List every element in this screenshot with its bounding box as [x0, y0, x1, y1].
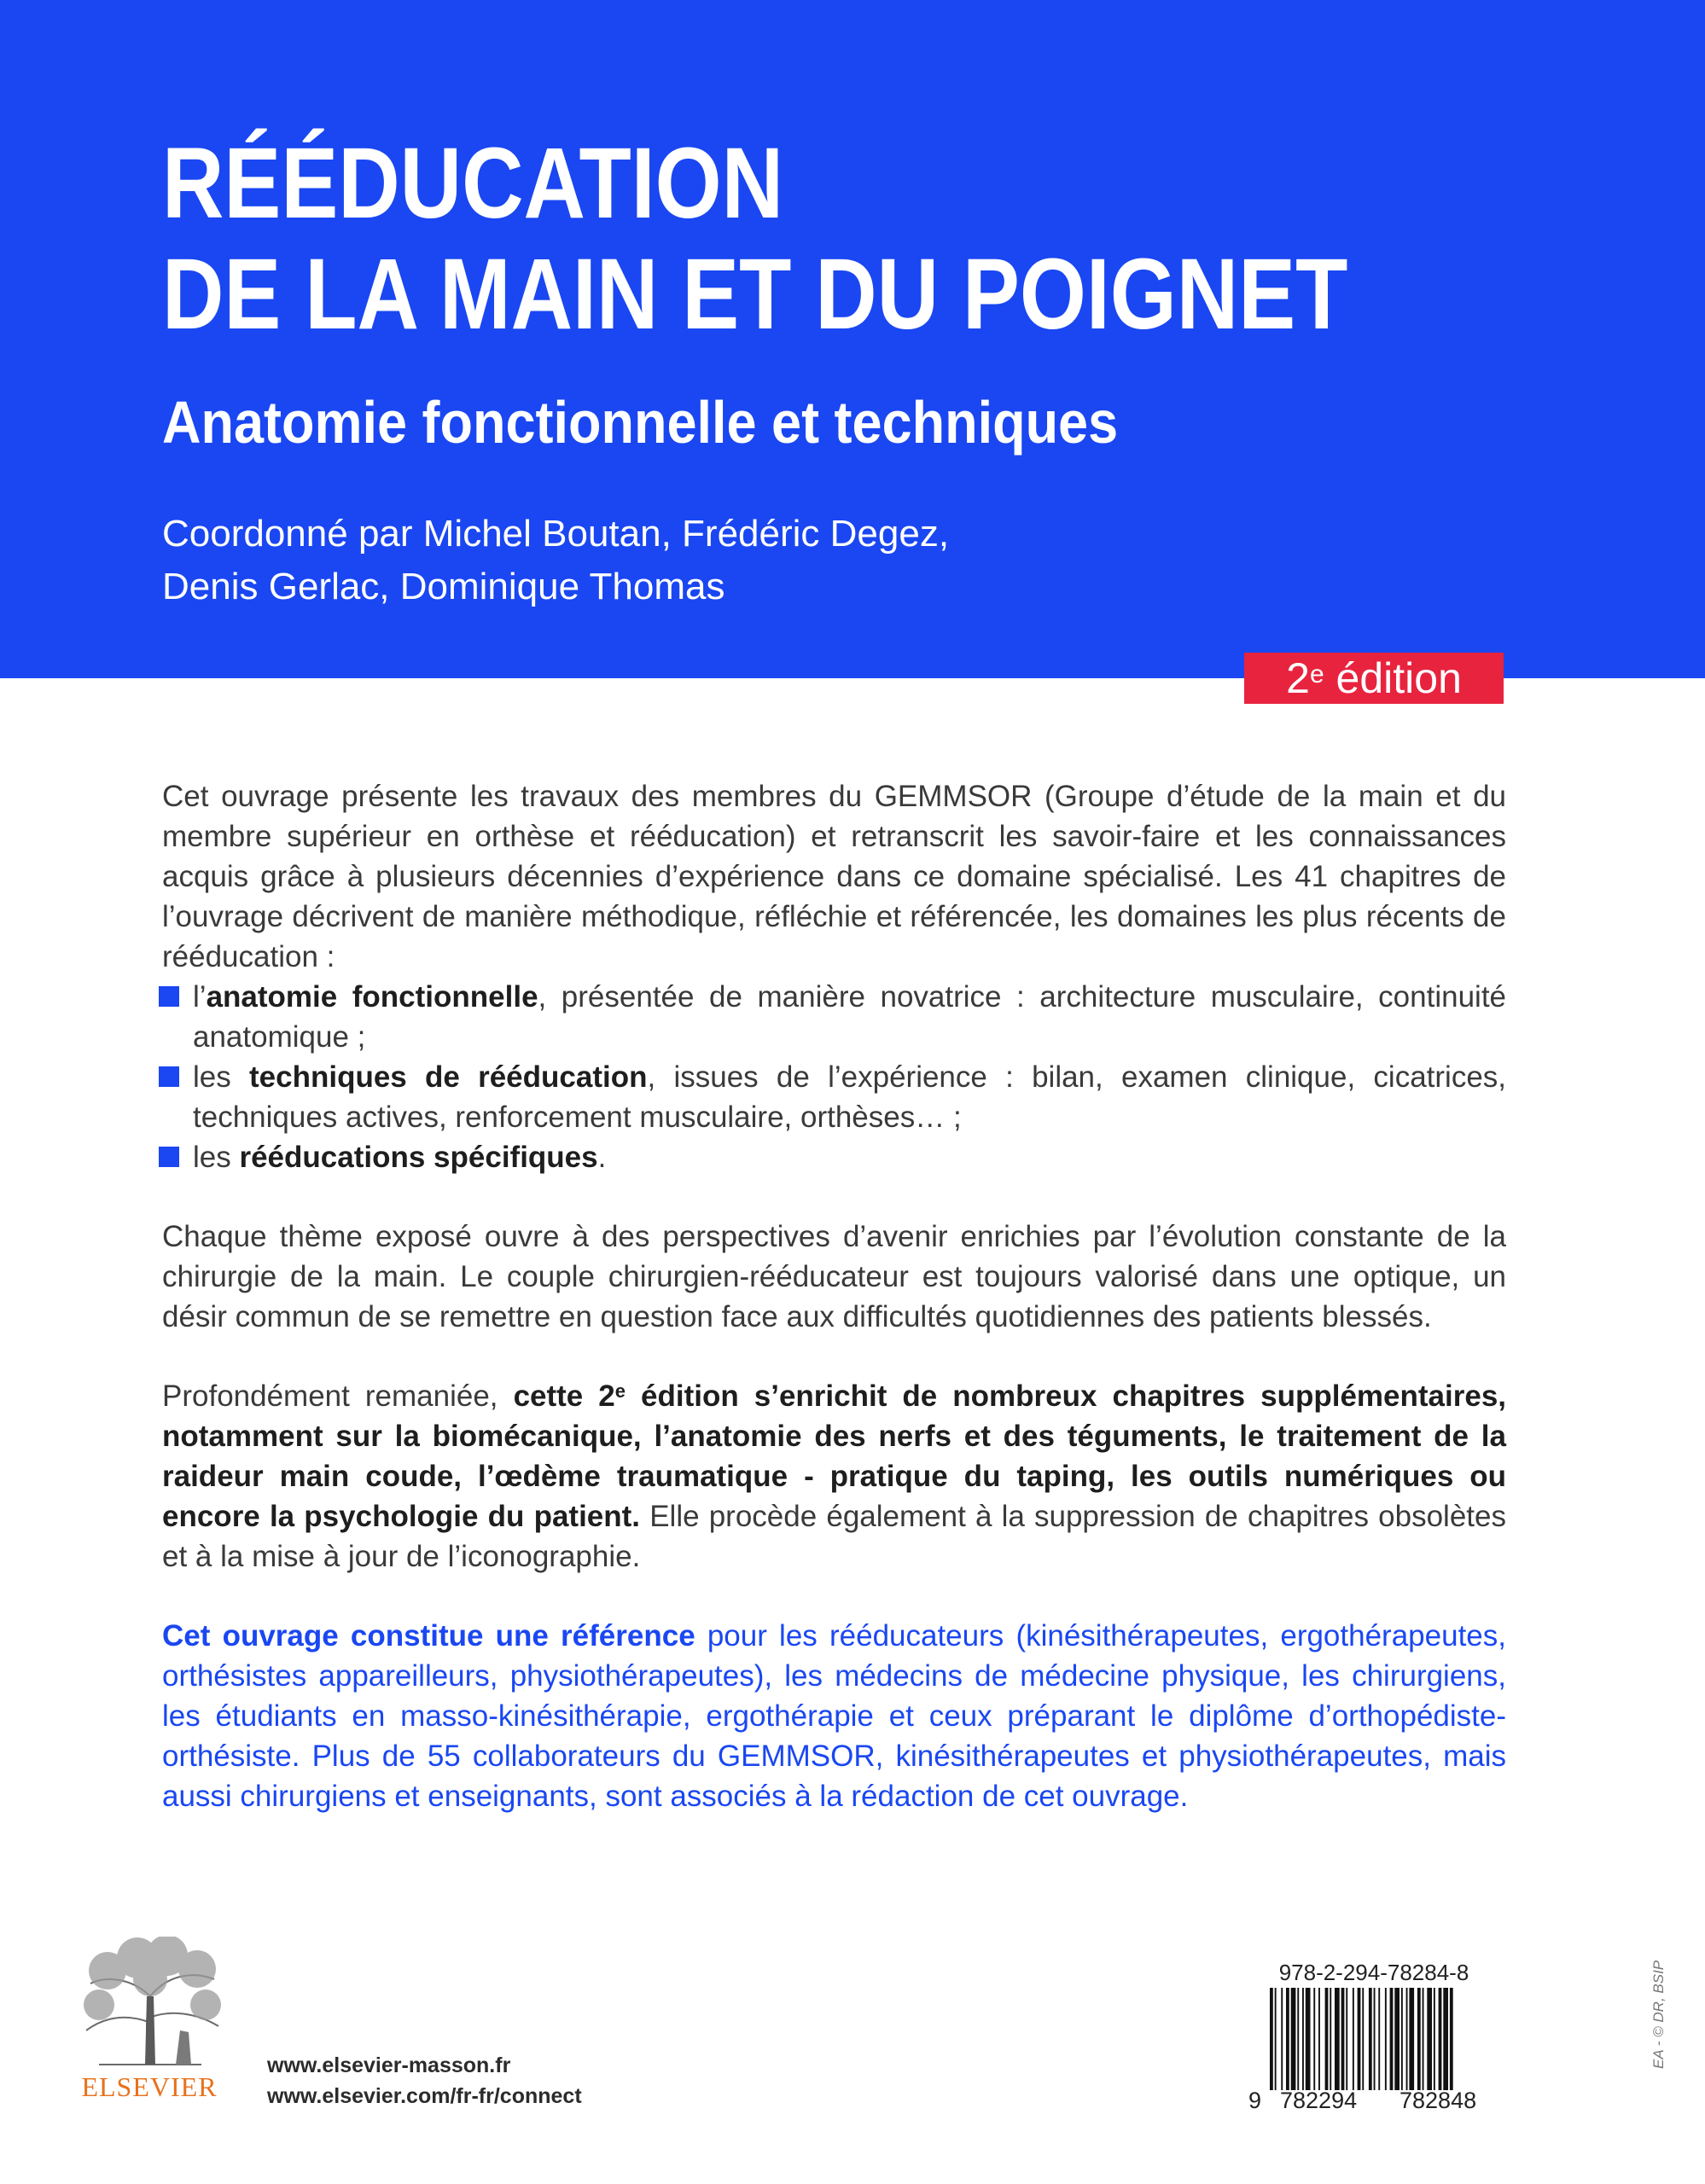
publisher-urls — [267, 2050, 582, 2111]
edition-superscript: e — [1309, 660, 1324, 688]
barcode-digits-left: 782294 — [1280, 2088, 1358, 2113]
url-elsevier-connect[interactable]: www.elsevier.com/fr-fr/connect — [267, 2084, 582, 2108]
square-bullet-icon — [159, 1066, 179, 1087]
barcode-icon — [1270, 1988, 1505, 2090]
barcode-digit-prefix: 9 — [1248, 2088, 1262, 2113]
list-item: les rééducations spécifiques. — [162, 1137, 1506, 1177]
edition-number: 2 — [1286, 654, 1310, 702]
coordinators-line-2: Denis Gerlac, Dominique Thomas — [162, 566, 725, 607]
edition-word: édition — [1335, 654, 1462, 702]
title-line-1: RÉÉDUCATION — [162, 127, 784, 240]
square-bullet-icon — [159, 1147, 179, 1167]
edition-badge — [1244, 653, 1504, 704]
title-line-2: DE LA MAIN ET DU POIGNET — [162, 238, 1348, 351]
book-title — [162, 128, 1395, 350]
square-bullet-icon — [159, 986, 179, 1007]
back-cover-text — [162, 776, 1506, 1816]
coordinators — [162, 508, 949, 613]
list-item: les techniques de rééducation, issues de l’expérience : bilan, examen clinique, cicatrices, techniques actives, renforcement musculaire, orthèses… ; — [162, 1057, 1506, 1137]
edition-paragraph: Profondément remaniée, cette 2e édition s’enrichit de nombreux chapitres supplémentaires, notamment sur la biomécanique, l’anatomie des nerfs et des téguments, le traitement de la raideur main coude, l’œdème traumatique - pratique du taping, les outils numériques ou encore la psychologie du patient. Elle procède également à la suppression de chapitres obsolètes et à la mise à jour de l’iconographie. — [162, 1380, 1507, 1573]
audience-paragraph: Cet ouvrage constitue une référence pour les rééducateurs (kinésithérapeutes, ergothérapeutes, orthésistes appareilleurs, physiothérapeutes), les médecins de médecine physique, les chirurgiens, les étudiants en masso-kinésithérapie, ergothérapie et ceux préparant le diplôme d’orthopédiste-orthésiste. Plus de 55 collaborateurs du GEMMSOR, kinésithérapeutes et physiothérapeutes, mais aussi chirurgiens et enseignants, sont associés à la rédaction de cet ouvrage. — [162, 1619, 1506, 1813]
book-subtitle: Anatomie fonctionnelle et techniques — [162, 389, 1119, 456]
themes-paragraph: Chaque thème exposé ouvre à des perspectives d’avenir enrichies par l’évolution constante de la chirurgie de la main. Le couple chirurgien-rééducateur est toujours valorisé dans une optique, un désir commun de se remettre en question face aux difficultés quotidiennes des patients blessés. — [162, 1220, 1506, 1333]
topic-list — [162, 977, 1506, 1177]
elsevier-wordmark: ELSEVIER — [81, 2071, 218, 2102]
intro-paragraph: Cet ouvrage présente les travaux des membres du GEMMSOR (Groupe d’étude de la main et du membre supérieur en orthèse et rééducation) et retranscrit les savoir-faire et les connaissances acquis grâce à plusieurs décennies d’expérience dans ce domaine spécialisé. Les 41 chapitres de l’ouvrage décrivent de manière méthodique, réfléchie et référencée, les domaines les plus récents de rééducation : — [162, 780, 1506, 973]
url-elsevier-masson[interactable]: www.elsevier-masson.fr — [267, 2053, 511, 2077]
coordinators-line-1: Coordonné par Michel Boutan, Frédéric Degez, — [162, 513, 950, 555]
edition-highlight: cette 2e édition s’enrichit de nombreux chapitres supplémentaires, notamment sur la biomécanique, l’anatomie des nerfs et des téguments, le traitement de la raideur main coude, l’œdème traumatique - pratique du taping, les outils numériques ou encore la psychologie du patient. — [162, 1380, 1507, 1533]
isbn-number: 978-2-294-78284-8 — [1278, 1960, 1469, 1985]
photo-credit: EA - © DR, BSIP — [1650, 1960, 1667, 2069]
barcode-digits-right: 782848 — [1399, 2088, 1477, 2113]
list-item: l’anatomie fonctionnelle, présentée de manière novatrice : architecture musculaire, continuité anatomique ; — [162, 977, 1506, 1057]
